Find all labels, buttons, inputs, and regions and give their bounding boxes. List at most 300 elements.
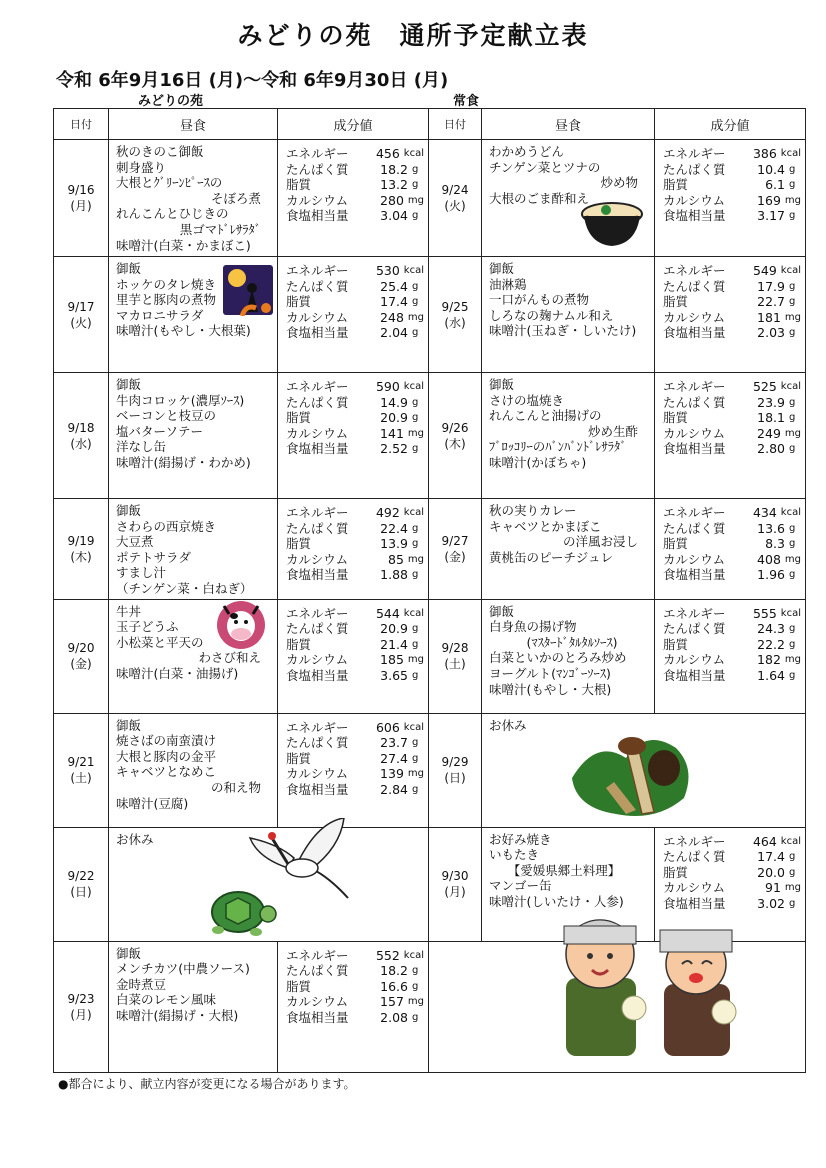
nutrient-value: 13.9 [380,536,408,552]
nutrient-label: たんぱく質 [663,394,726,410]
nutrient-row [663,279,801,295]
date-text: 9/19 [67,533,95,548]
nutrient-label: 脂質 [286,177,312,193]
nutrient-row [663,325,801,341]
table-row [54,257,806,373]
nutrient-unit: g [789,412,796,424]
menu-item: 玉子どうふ [116,619,179,635]
date-text: 9/22 [67,869,95,884]
table-row [54,599,806,713]
nutrition-cell [278,373,429,499]
nutrient-value: 20.0 [757,864,785,880]
nutrient-unit: g [412,965,419,977]
nutrient-row [286,652,424,668]
nutrient-unit: kcal [403,381,424,392]
nutrient-unit: mg [784,427,801,439]
nutrient-unit: g [789,210,796,222]
menu-item: 味噌汁(白菜・かまぼこ) [116,237,251,253]
nutrient-label: カルシウム [663,551,726,567]
menu-item: 御飯 [116,503,142,518]
nutrient-row [663,849,801,865]
nutrient-row [286,1010,424,1026]
nutrient-unit: g [789,623,796,635]
table-row [54,140,806,257]
nutrient-value: 17.4 [757,849,785,865]
nutrient-value: 2.52 [380,441,408,457]
nutrition-cell [655,599,806,713]
nutrient-label: 脂質 [286,636,312,652]
menu-item: ベーコンと枝豆の [116,408,217,424]
nutrient-label: カルシウム [286,551,349,567]
date-text: 9/28 [441,641,469,656]
nutrition-header: 成分値 [278,109,429,140]
nutrient-row [286,979,424,995]
nutrient-row [286,441,424,457]
menu-item: 【愛媛県郷土料理】 [489,862,621,878]
nutrient-row [663,521,801,537]
nutrient-unit: kcal [780,607,801,619]
menu-item: 御飯 [116,377,142,392]
nutrient-value: 2.80 [757,441,785,457]
turtle-illustration [204,878,278,940]
nutrient-row [286,963,424,979]
nutrient-label: カルシウム [663,309,726,325]
table-row [54,373,806,499]
nutrient-value: 13.6 [757,520,785,536]
nutrient-row [286,720,424,736]
cow-icon [216,600,266,650]
menu-item: チンゲン菜とツナの [489,159,601,175]
nutrient-row [286,536,424,552]
nutrient-label: 脂質 [663,410,689,426]
date-text: 9/24 [441,183,469,197]
nutrient-value: 530 [375,263,400,278]
nutrient-label: カルシウム [286,192,349,208]
nutrient-unit: kcal [780,507,801,518]
nutrient-row [663,310,801,326]
nutrient-row [663,536,801,552]
menu-item: ヨーグルト(ﾏﾝｺﾞｰｿｰｽ) [489,665,611,681]
day-of-week: (水) [444,315,466,330]
nutrient-unit: mg [407,194,424,206]
date-text: 9/18 [67,420,95,435]
menu-item: すまし汁 [116,565,167,581]
nutrient-row [286,637,424,653]
nutrient-value: 386 [752,146,777,161]
date-cell [429,373,482,499]
nutrient-label: たんぱく質 [663,278,726,294]
nutrient-unit: g [412,210,419,222]
nutrient-unit: g [412,296,419,308]
nutrient-label: たんぱく質 [286,278,349,294]
nutrient-value: 552 [375,947,400,963]
menu-item: 味噌汁(白菜・油揚げ) [116,665,239,681]
facility-name: みどりの苑 [138,94,204,109]
nutrient-value: 3.65 [380,667,408,683]
nutrient-label: 食塩相当量 [286,441,349,457]
nutrient-row [663,621,801,637]
menu-item: 黒ゴマﾄﾞﾚｻﾗﾀﾞ [179,221,261,237]
nutrient-value: 249 [757,425,781,441]
nutrient-label: 食塩相当量 [286,325,349,341]
date-cell [54,599,109,713]
menu-item: 味噌汁(玉ねぎ・しいたけ) [489,323,637,339]
menu-item: 味噌汁(絹揚げ・わかめ) [116,454,251,470]
nutrient-unit: g [789,522,796,534]
menu-item: 一口がんもの煮物 [489,292,590,308]
nutrition-cell [278,257,429,373]
nutrient-unit: mg [784,553,801,565]
nutrient-label: カルシウム [663,425,726,441]
nutrient-label: エネルギー [286,379,349,394]
nutrient-unit: g [789,669,796,681]
nutrient-label: カルシウム [663,652,726,668]
nutrient-row [663,606,801,622]
nutrient-value: 456 [375,146,400,161]
nutrient-value: 248 [380,309,404,325]
date-cell [54,499,109,600]
nutrient-label: 脂質 [663,294,689,310]
date-cell [54,827,109,941]
menu-item: 味噌汁(かぼちゃ) [489,454,587,470]
nutrient-value: 22.2 [757,636,785,652]
menu-item: さわらの西京焼き [116,518,217,534]
nutrient-row [663,441,801,457]
lunch-menu-cell [482,373,655,499]
table-header-row [54,109,806,140]
date-cell [54,373,109,499]
nutrient-label: エネルギー [286,719,349,735]
nutrient-label: 食塩相当量 [286,208,349,224]
lunch-menu-cell [109,941,278,1072]
nutrient-unit: g [412,783,419,795]
date-text: 9/27 [441,533,469,548]
nutrient-value: 182 [757,652,781,668]
nutrient-label: カルシウム [663,880,726,896]
nutrient-row [286,621,424,637]
nutrient-row [663,177,801,193]
nutrient-label: 食塩相当量 [663,441,726,457]
menu-item: 洋なし缶 [116,439,167,455]
nutrient-row [286,521,424,537]
nutrient-unit: g [412,538,419,550]
nutrient-label: カルシウム [286,309,349,325]
menu-item: マンゴー缶 [489,878,552,894]
date-text: 9/29 [441,755,469,770]
nutrient-unit: g [412,638,419,650]
date-text: 9/30 [441,869,469,884]
day-of-week: (火) [70,315,92,330]
nutrient-label: 脂質 [663,864,689,880]
lunch-menu-cell [482,499,655,600]
nutrient-value: 13.2 [380,177,408,193]
menu-item: 大根のごま酢和え [489,190,590,206]
nutrient-row [663,294,801,310]
nutrient-unit: kcal [780,148,801,159]
nutrient-row [286,410,424,426]
nutrient-row [286,994,424,1010]
nutrient-label: たんぱく質 [663,161,726,177]
lunch-menu-cell [109,499,278,600]
nutrient-label: エネルギー [663,146,726,161]
nutrient-unit: kcal [403,265,424,276]
nutrient-row [286,567,424,583]
nutrient-value: 3.17 [757,208,785,224]
nutrient-unit: mg [407,654,424,666]
day-of-week: (月) [444,885,466,900]
nutrient-value: 555 [752,605,777,621]
day-of-week: (火) [444,199,466,213]
footer-note: ●都合により、献立内容が変更になる場合があります。 [58,1077,356,1091]
nutrient-label: 食塩相当量 [663,208,726,224]
nutrient-value: 14.9 [380,394,408,410]
nutrient-label: たんぱく質 [286,963,349,979]
menu-item: 小松菜と平天の [116,634,204,650]
nutrient-row [663,652,801,668]
nutrient-value: 2.84 [380,781,408,797]
menu-item: わさび和え [198,650,261,666]
menu-item: 大豆煮 [116,534,154,550]
day-of-week: (金) [444,549,466,564]
menu-item: 味噌汁(もやし・大根葉) [116,323,251,339]
nutrient-row [663,637,801,653]
nutrient-unit: kcal [403,148,424,159]
menu-item: 油淋鶏 [489,276,527,292]
nutrient-unit: mg [407,311,424,323]
nutrient-unit: g [789,638,796,650]
menu-item: （チンゲン菜・白ねぎ） [116,580,253,596]
menu-item: 焼さばの南蛮漬け [116,733,217,749]
udon-bowl-illustration [580,192,644,250]
nutrient-label: エネルギー [286,263,349,278]
nutrition-cell [655,373,806,499]
nutrient-unit: g [789,443,796,455]
nutrition-header: 成分値 [655,109,806,140]
nutrient-value: 20.9 [380,410,408,426]
lunch-menu-cell [109,373,278,499]
date-cell [429,140,482,257]
nutrient-label: 脂質 [286,294,312,310]
nutrient-value: 525 [752,379,777,394]
menu-item: お好み焼き [489,831,552,847]
nutrient-unit: g [412,396,419,408]
nutrient-label: カルシウム [286,425,349,441]
nutrient-value: 544 [375,605,400,621]
date-text: 9/21 [67,755,95,770]
day-of-week: (木) [70,549,92,564]
nutrient-unit: mg [407,427,424,439]
day-of-week: (日) [70,885,92,900]
nutrient-value: 606 [375,719,400,735]
date-header: 日付 [429,109,482,140]
nutrient-value: 434 [752,505,777,520]
day-of-week: (水) [70,436,92,451]
nutrient-unit: mg [407,768,424,780]
nutrient-label: たんぱく質 [286,161,349,177]
nutrient-label: たんぱく質 [663,520,726,536]
menu-item: お休み [116,831,154,847]
menu-item: ポテトサラダ [116,549,191,565]
nutrition-cell [278,499,429,600]
nutrient-label: たんぱく質 [663,621,726,637]
nutrient-value: 25.4 [380,278,408,294]
nutrient-label: たんぱく質 [286,621,349,637]
nutrient-unit: g [789,396,796,408]
menu-item: 塩バターソテー [116,423,204,439]
nutrient-row [663,505,801,521]
nutrient-label: 脂質 [286,536,312,552]
nutrient-unit: mg [407,553,424,565]
nutrient-label: たんぱく質 [286,735,349,751]
nutrient-row [286,146,424,162]
menu-item: そぼろ煮 [210,190,261,206]
nutrient-unit: kcal [780,835,801,847]
nutrient-unit: kcal [403,507,424,518]
nutrient-unit: g [412,752,419,764]
nutrient-unit: g [412,1011,419,1023]
nutrient-unit: g [789,296,796,308]
date-cell [54,941,109,1072]
date-header: 日付 [54,109,109,140]
nutrient-row [663,426,801,442]
nutrient-unit: g [412,569,419,581]
menu-item: しろなの麹ナムル和え [489,307,614,323]
nutrient-row [286,263,424,279]
menu-item: れんこんと油揚げの [489,408,602,424]
nutrient-row [663,208,801,224]
day-of-week: (月) [70,1007,92,1022]
nutrient-label: 食塩相当量 [663,325,726,341]
nutrient-row [663,552,801,568]
menu-period: 令和 6年9月16日 (月)～令和 6年9月30日 (月) [56,70,449,91]
nutrient-label: 食塩相当量 [663,895,726,911]
lunch-menu-cell [482,599,655,713]
nutrient-row [286,552,424,568]
nutrient-label: エネルギー [286,947,349,963]
date-cell [54,257,109,373]
nutrient-value: 6.1 [765,177,785,193]
menu-item: 白身魚の揚げ物 [489,619,577,635]
menu-item: 味噌汁(しいたけ・人参) [489,893,624,909]
menu-item: 御飯 [116,261,142,276]
nutrient-value: 280 [380,192,404,208]
nutrient-row [286,948,424,964]
nutrient-row [663,834,801,850]
matsutake-mushroom-illustration [566,718,698,822]
menu-item: 炒め物 [600,175,638,191]
menu-item: 大根と豚肉の金平 [116,748,217,764]
nutrient-value: 2.04 [380,325,408,341]
day-of-week: (金) [70,657,92,672]
nutrient-unit: g [789,280,796,292]
nutrient-label: エネルギー [663,263,726,278]
lunch-header: 昼食 [109,109,278,140]
nutrient-value: 1.88 [380,567,408,583]
lunch-header: 昼食 [482,109,655,140]
nutrient-label: 脂質 [663,636,689,652]
menu-item: 黄桃缶のピーチジュレ [489,549,614,565]
nutrient-label: エネルギー [663,505,726,520]
nutrient-unit: g [412,980,419,992]
nutrient-value: 22.4 [380,520,408,536]
nutrient-value: 2.08 [380,1009,408,1025]
nutrient-value: 20.9 [380,621,408,637]
nutrient-value: 23.9 [757,394,785,410]
date-text: 9/16 [67,183,95,197]
nutrient-unit: mg [784,882,801,894]
nutrient-unit: g [412,179,419,191]
lunch-menu-cell [109,713,278,827]
nutrient-unit: mg [784,654,801,666]
nutrient-value: 22.7 [757,294,785,310]
nutrient-value: 23.7 [380,735,408,751]
nutrient-row [663,263,801,279]
nutrient-unit: g [412,669,419,681]
date-cell [429,827,482,941]
nutrient-label: 脂質 [286,978,312,994]
page-title: みどりの苑 通所予定献立表 [237,21,589,50]
nutrient-row [286,193,424,209]
nutrient-row [286,668,424,684]
nutrient-unit: g [412,443,419,455]
nutrient-unit: g [789,163,796,175]
nutrition-cell [278,599,429,713]
nutrient-value: 85 [388,551,404,567]
nutrient-unit: g [789,569,796,581]
menu-item: 味噌汁(豆腐) [116,795,189,811]
nutrient-row [663,162,801,178]
nutrient-row [663,865,801,881]
lunch-menu-cell [109,140,278,257]
nutrient-row [286,208,424,224]
nutrient-value: 3.02 [757,895,785,911]
table-row [54,499,806,600]
menu-item: さけの塩焼き [489,392,565,408]
day-of-week: (木) [444,436,466,451]
nutrient-value: 464 [752,833,777,849]
nutrient-value: 2.03 [757,325,785,341]
nutrient-label: エネルギー [286,605,349,621]
nutrient-unit: g [412,522,419,534]
nutrient-label: 食塩相当量 [663,567,726,583]
nutrient-row [286,426,424,442]
nutrition-cell [655,257,806,373]
nutrient-value: 18.2 [380,161,408,177]
nutrient-row [286,279,424,295]
menu-item: の洋風お浸し [562,534,638,550]
nutrient-unit: g [412,737,419,749]
menu-item: メンチカツ(中農ソース) [116,961,250,977]
menu-item: キャベツとなめこ [116,764,217,780]
nutrition-cell [278,140,429,257]
nutrition-cell [278,941,429,1072]
nutrient-row [286,395,424,411]
nutrition-cell [655,140,806,257]
nutrient-label: エネルギー [286,505,349,520]
nutrient-label: 食塩相当量 [663,667,726,683]
nutrient-unit: kcal [780,381,801,392]
nutrient-row [286,325,424,341]
nutrient-value: 21.4 [380,636,408,652]
nutrient-row [286,505,424,521]
nutrient-value: 18.1 [757,410,785,426]
nutrient-row [286,379,424,395]
nutrient-unit: g [412,327,419,339]
nutrient-label: 食塩相当量 [286,781,349,797]
nutrient-row [286,162,424,178]
nutrition-cell [278,713,429,827]
nutrient-row [286,782,424,798]
